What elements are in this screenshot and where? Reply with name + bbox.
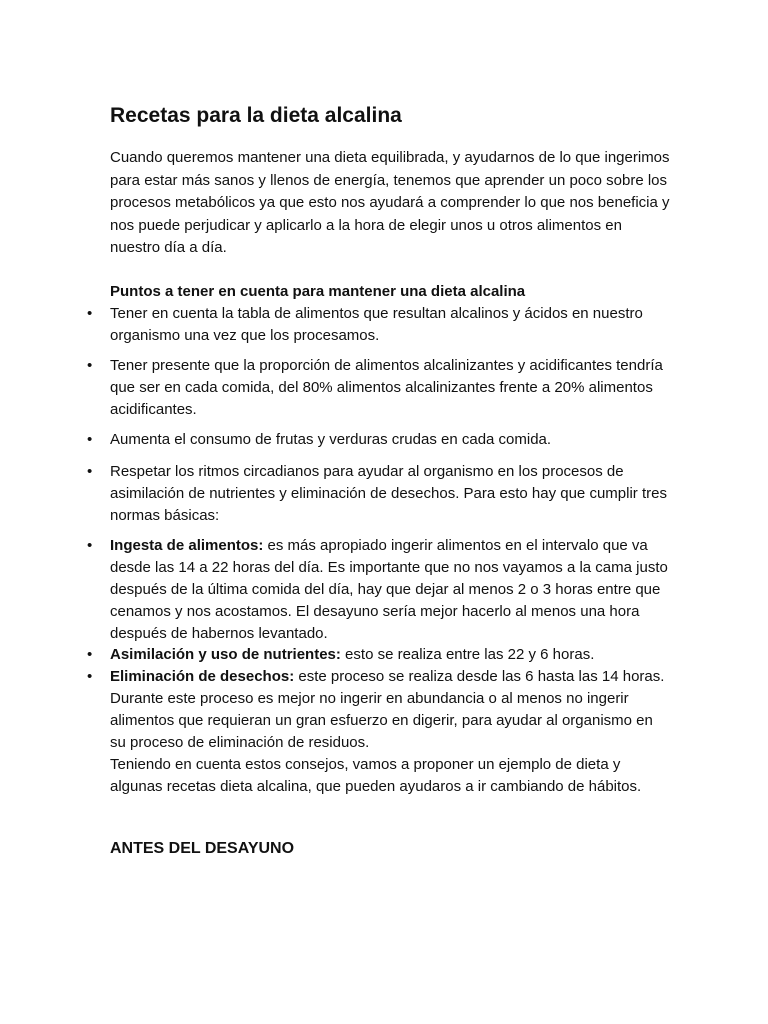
point-text: Tener presente que la proporción de alimentos alcalinizantes y acidificantes tendría que ser en cada comida, del 80% alimentos alcalinizantes frente a 20% alimentos acidificantes. — [110, 357, 663, 418]
list-item — [87, 303, 670, 347]
point-text: Respetar los ritmos circadianos para ayudar al organismo en los procesos de asimilación de nutrientes y eliminación de desechos. Para esto hay que cumplir tres normas básicas: — [110, 463, 667, 524]
bullet-icon: • — [87, 537, 93, 554]
points-heading: Puntos a tener en cuenta para mantener una dieta alcalina — [110, 283, 526, 300]
norm-label: Ingesta de alimentos: — [110, 537, 264, 554]
point-text: Aumenta el consumo de frutas y verduras crudas en cada comida. — [110, 431, 552, 448]
list-item — [87, 429, 670, 451]
list-item — [87, 666, 670, 754]
norm-text: este proceso se realiza desde las 6 hasta las 14 horas. Durante este proceso es mejor no ingerir en abundancia o al menos no ingerir alimentos que requieran un gran esfuerzo en digerir, para ayudar al organismo en su proceso de eliminación de residuos. — [110, 668, 665, 751]
bullet-icon: • — [87, 431, 93, 448]
norm-text: esto se realiza entre las 22 y 6 horas. — [340, 646, 595, 663]
norm-label: Eliminación de desechos: — [110, 668, 295, 685]
list-item — [87, 644, 670, 666]
point-text: Tener en cuenta la tabla de alimentos que resultan alcalinos y ácidos en nuestro organismo una vez que los procesamos. — [110, 305, 643, 344]
list-item — [87, 461, 670, 527]
bullet-icon: • — [87, 357, 93, 374]
norm-label: Asimilación y uso de nutrientes: — [110, 646, 341, 663]
closing-paragraph: Teniendo en cuenta estos consejos, vamos a proponer un ejemplo de dieta y algunas recetas dieta alcalina, que pueden ayudaros a ir cambiando de hábitos. — [110, 756, 642, 795]
bullet-icon: • — [87, 668, 93, 685]
norm-text: es más apropiado ingerir alimentos en el intervalo que va desde las 14 a 22 horas del día. Es importante que no nos vayamos a la cama justo después de la última comida del día, hay que dejar al menos 2 o 3 horas entre que cenamos y nos acostamos. El desayuno sería mejor hacerlo al menos una hora después de habernos levantado. — [110, 537, 668, 642]
section-heading: ANTES DEL DESAYUNO — [110, 840, 295, 857]
bullet-icon: • — [87, 646, 93, 663]
bullet-icon: • — [87, 305, 93, 322]
list-item — [87, 355, 670, 421]
intro-paragraph: Cuando queremos mantener una dieta equilibrada, y ayudarnos de lo que ingerimos para estar más sanos y llenos de energía, tenemos que aprender un poco sobre los procesos metabólicos ya que esto nos ayudará a comprender lo que nos beneficia y nos puede perjudicar y aplicarlo a la hora de elegir unos u otros alimentos en nuestro día a día. — [110, 149, 670, 256]
bullet-icon: • — [87, 463, 93, 480]
list-item — [87, 535, 670, 645]
document-title: Recetas para la dieta alcalina — [110, 104, 402, 127]
